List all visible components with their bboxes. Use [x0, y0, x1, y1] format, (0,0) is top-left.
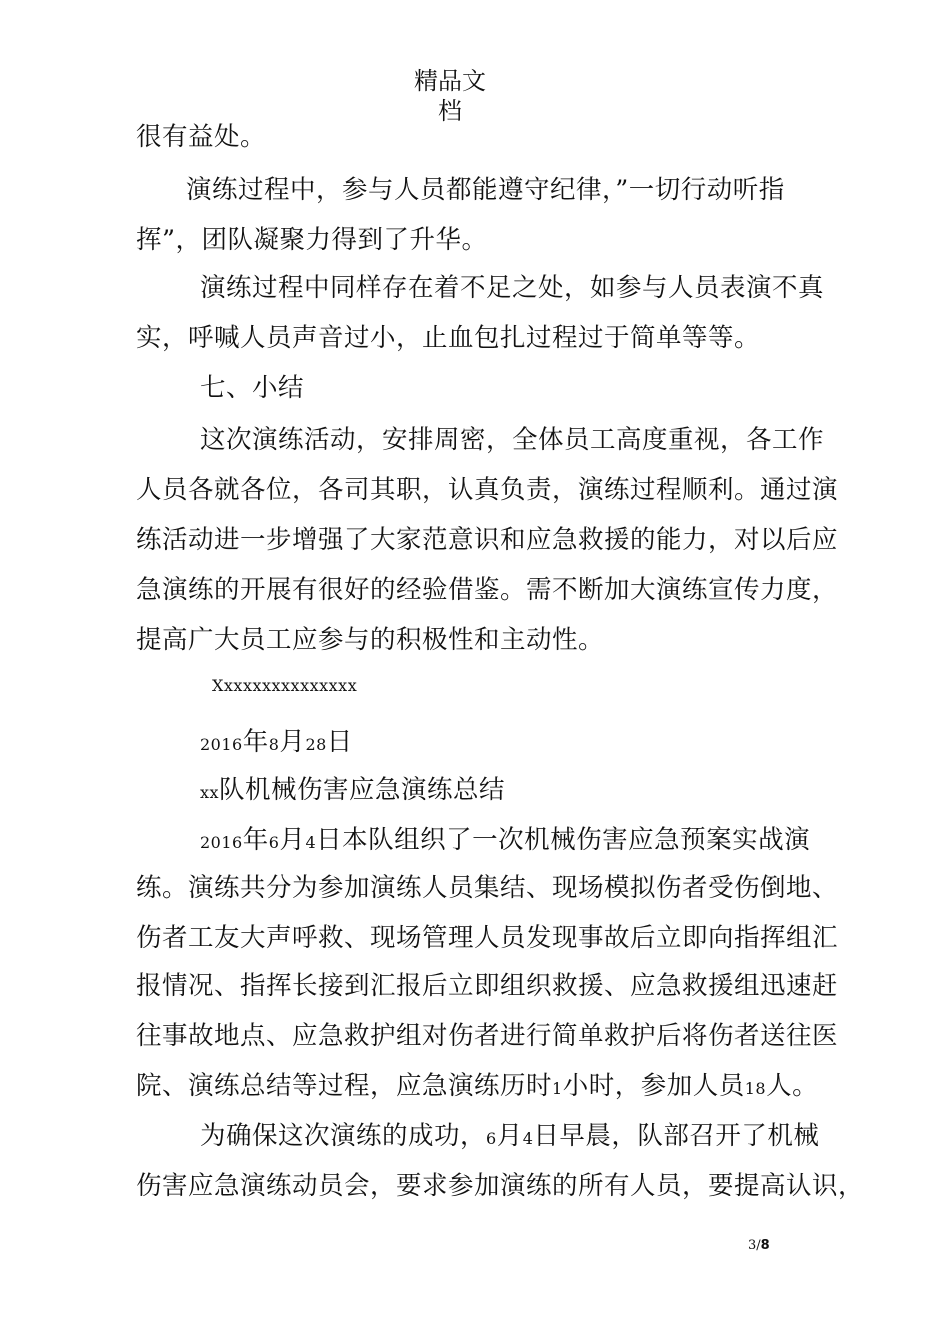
text-line	[200, 1116, 819, 1152]
text-run: 月	[496, 1121, 523, 1151]
text-run: 日本队组织了一次机械伤害应急预案实战演	[316, 825, 811, 855]
number: 18	[744, 1079, 767, 1098]
text-run: 年	[242, 825, 269, 855]
doc-title	[200, 770, 505, 806]
text-line: 这次演练活动，安排周密，全体员工高度重视，各工作	[200, 425, 825, 455]
text-line: 伤害应急演练动员会，要求参加演练的所有人员，要提高认识，	[136, 1171, 865, 1201]
text-line: 伤者工友大声呼救、现场管理人员发现事故后立即向指挥组汇	[136, 923, 839, 953]
text-line: 实，呼喊人员声音过小，止血包扎过程过于简单等等。	[136, 323, 761, 353]
text-run: 日早晨，队部召开了机械	[533, 1121, 820, 1151]
date-day: 28	[305, 735, 327, 754]
text-line: 报情况、指挥长接到汇报后立即组织救援、应急救援组迅速赶	[136, 971, 839, 1001]
number: 6	[268, 833, 280, 852]
text-line	[200, 820, 810, 856]
number: 4	[305, 833, 317, 852]
text-line: 练活动进一步增强了大家范意识和应急救援的能力，对以后应	[136, 525, 839, 555]
doc-title-prefix: xx	[200, 783, 220, 802]
signature: Xxxxxxxxxxxxxxx	[212, 676, 358, 695]
number: 1	[552, 1079, 563, 1098]
date-month-char: 月	[279, 727, 306, 757]
page-total: 8	[760, 1238, 770, 1253]
section-heading: 七、小结	[200, 373, 305, 403]
doc-title-text: 队机械伤害应急演练总结	[219, 775, 506, 805]
text-run: 为确保这次演练的成功，	[200, 1121, 487, 1151]
text-line: 提高广大员工应参与的积极性和主动性。	[136, 625, 605, 655]
text-line: 很有益处。	[136, 122, 267, 152]
text-line	[136, 1066, 818, 1102]
text-line: 挥”，团队凝聚力得到了升华。	[136, 225, 488, 255]
text-line: 人员各就各位，各司其职，认真负责，演练过程顺利。通过演	[136, 475, 839, 505]
date-day-char: 日	[326, 727, 353, 757]
header-title-line1: 精品文	[414, 67, 486, 95]
text-line: 练。演练共分为参加演练人员集结、现场模拟伤者受伤倒地、	[136, 873, 839, 903]
text-line: 演练过程中，参与人员都能遵守纪律，”一切行动听指	[186, 175, 785, 205]
text-run: 小时，参加人员	[562, 1071, 745, 1101]
header-title-line2: 档	[438, 97, 462, 125]
number: 2016	[200, 833, 243, 852]
text-line: 急演练的开展有很好的经验借鉴。需不断加大演练宣传力度，	[136, 575, 839, 605]
text-run: 院、演练总结等过程，应急演练历时	[136, 1071, 553, 1101]
text-run: 人。	[766, 1071, 819, 1101]
date-line	[200, 722, 353, 758]
page-number	[748, 1238, 770, 1253]
number: 4	[522, 1129, 534, 1148]
text-line: 往事故地点、应急救护组对伤者进行简单救护后将伤者送往医	[136, 1021, 839, 1051]
text-run: 月	[279, 825, 306, 855]
date-month: 8	[268, 735, 280, 754]
date-year-char: 年	[242, 727, 269, 757]
date-year: 2016	[200, 735, 243, 754]
page-current: 3/	[748, 1238, 761, 1253]
number: 6	[486, 1129, 497, 1148]
text-line: 演练过程中同样存在着不足之处，如参与人员表演不真	[200, 273, 825, 303]
